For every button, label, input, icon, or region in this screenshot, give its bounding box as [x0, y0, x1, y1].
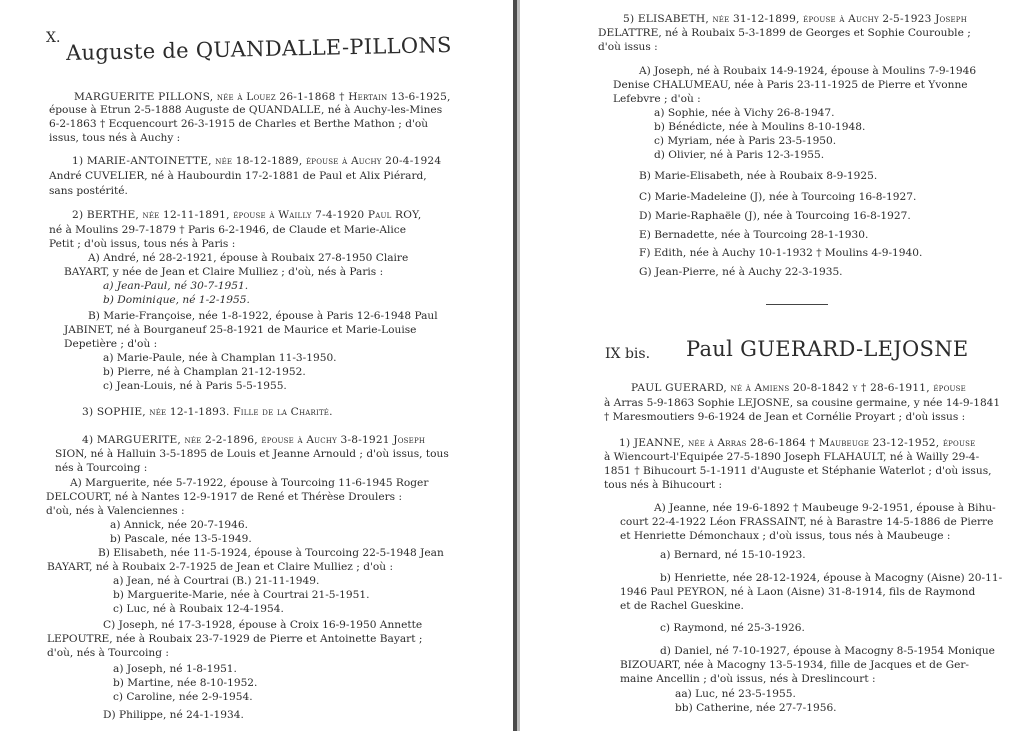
text-line: d'où issus : [598, 41, 658, 53]
text-line: B) Marie-Françoise, née 1-8-1922, épouse à Paris 12-6-1948 Paul [88, 310, 438, 322]
text-line: bb) Catherine, née 27-7-1956. [675, 702, 837, 714]
text-line: et de Rachel Gueskine. [620, 600, 744, 612]
text-line: SION, né à Halluin 3-5-1895 de Louis et Jeanne Arnould ; d'où issus, tous [55, 448, 449, 460]
text-line: d'où, nés à Valenciennes : [46, 505, 185, 517]
text-line: b) Pierre, né à Champlan 21-12-1952. [103, 366, 306, 378]
text-line: G) Jean-Pierre, né à Auchy 22-3-1935. [639, 266, 843, 278]
text-line: b) Pascale, née 13-5-1949. [110, 533, 252, 545]
section-number: X. [46, 30, 61, 46]
text-line: b) Dominique, né 1-2-1955. [103, 294, 250, 306]
text-line: d) Daniel, né 7-10-1927, épouse à Macogny 8-5-1954 Monique [660, 645, 995, 657]
text-line: D) Philippe, né 24-1-1934. [103, 709, 244, 721]
section-number: IX bis. [605, 346, 651, 362]
text-line: 4) MARGUERITE, née 2-2-1896, épouse à Auchy 3-8-1921 Joseph [82, 434, 426, 446]
text-line: 5) ELISABETH, née 31-12-1899, épouse à Auchy 2-5-1923 Joseph [623, 13, 968, 25]
text-line: b) Henriette, née 28-12-1924, épouse à Macogny (Aisne) 20-11- [660, 572, 1003, 584]
text-line: né à Moulins 29-7-1879 † Paris 6-2-1946, de Claude et Marie-Alice [49, 224, 406, 236]
text-line: D) Marie-Raphaële (J), née à Tourcoing 16-8-1927. [639, 210, 911, 222]
right-page [519, 0, 1024, 731]
text-line: 1) JEANNE, née à Arras 28-6-1864 † Maubeuge 23-12-1952, épouse [619, 437, 976, 449]
text-line: DELATTRE, né à Roubaix 5-3-1899 de Georges et Sophie Courouble ; [598, 27, 971, 39]
text-line: sans postérité. [49, 185, 128, 197]
text-line: 2) BERTHE, née 12-11-1891, épouse à Wailly 7-4-1920 Paul ROY, [72, 209, 422, 221]
text-line: Denise CHALUMEAU, née à Paris 23-11-1925 de Pierre et Yvonne [613, 79, 968, 91]
text-line: C) Joseph, né 17-3-1928, épouse à Croix 16-9-1950 Annette [103, 619, 423, 631]
text-line: c) Raymond, né 25-3-1926. [660, 622, 805, 634]
text-line: b) Bénédicte, née à Moulins 8-10-1948. [654, 121, 866, 133]
text-line: d'où, nés à Tourcoing : [47, 647, 169, 659]
text-line: PAUL GUERARD, né à Amiens 20-8-1842 y † 28-6-1911, épouse [631, 382, 966, 394]
text-line: André CUVELIER, né à Haubourdin 17-2-1881 de Paul et Alix Piérard, [49, 170, 427, 182]
text-line: E) Bernadette, née à Tourcoing 28-1-1930. [639, 229, 869, 241]
text-line: c) Myriam, née à Paris 23-5-1950. [654, 135, 837, 147]
text-line: a) Joseph, né 1-8-1951. [113, 663, 237, 675]
text-line: a) Annick, née 20-7-1946. [110, 519, 249, 531]
text-line: B) Elisabeth, née 11-5-1924, épouse à Tourcoing 22-5-1948 Jean [98, 547, 444, 559]
text-line: LEPOUTRE, née à Roubaix 23-7-1929 de Pierre et Antoinette Bayart ; [47, 633, 423, 645]
text-line: † Maresmoutiers 9-6-1924 de Jean et Cornélie Proyart ; d'où issus : [604, 411, 966, 423]
text-line: 3) SOPHIE, née 12-1-1893. Fille de la Charité. [82, 406, 333, 418]
text-line: a) Marie-Paule, née à Champlan 11-3-1950. [103, 352, 337, 364]
text-line: 1) MARIE-ANTOINETTE, née 18-12-1889, épouse à Auchy 20-4-1924 [72, 155, 442, 167]
text-line: 6-2-1863 † Ecquencourt 26-3-1915 de Charles et Berthe Mathon ; d'où [49, 118, 429, 130]
text-line: c) Luc, né à Roubaix 12-4-1954. [113, 603, 284, 615]
text-line: b) Martine, née 8-10-1952. [113, 677, 258, 689]
text-line: A) Marguerite, née 5-7-1922, épouse à Tourcoing 11-6-1945 Roger [70, 477, 429, 489]
page-title: Auguste de QUANDALLE-PILLONS [65, 32, 452, 66]
text-line: A) André, né 28-2-1921, épouse à Roubaix 27-8-1950 Claire [88, 252, 409, 264]
text-line: court 22-4-1922 Léon FRASSAINT, né à Barastre 14-5-1886 de Pierre [620, 516, 994, 528]
text-line: DELCOURT, né à Nantes 12-9-1917 de René et Thérèse Droulers : [46, 491, 403, 503]
section-divider [766, 304, 828, 305]
text-line: c) Caroline, née 2-9-1954. [113, 691, 253, 703]
page-title: Paul GUERARD-LEJOSNE [686, 337, 969, 361]
text-line: A) Jeanne, née 19-6-1892 † Maubeuge 9-2-1951, épouse à Bihu- [654, 502, 996, 514]
text-line: 1946 Paul PEYRON, né à Laon (Aisne) 31-8-1914, fils de Raymond [620, 586, 976, 598]
text-line: issus, tous nés à Auchy : [49, 132, 181, 144]
text-line: a) Jean-Paul, né 30-7-1951. [103, 280, 249, 292]
text-line: à Arras 5-9-1863 Sophie LEJOSNE, sa cousine germaine, y née 14-9-1841 [604, 397, 1001, 409]
text-line: 1851 † Bihucourt 5-1-1911 d'Auguste et Stéphanie Waterlot ; d'où issus, [604, 465, 992, 477]
text-line: A) Joseph, né à Roubaix 14-9-1924, épouse à Moulins 7-9-1946 [639, 65, 977, 77]
text-line: et Henriette Démonchaux ; d'où issus, tous nés à Maubeuge : [620, 530, 951, 542]
text-line: BIZOUART, née à Macogny 13-5-1934, fille de Jacques et de Ger- [620, 659, 969, 671]
text-line: MARGUERITE PILLONS, née à Louez 26-1-1868 † Hertain 13-6-1925, [74, 91, 451, 103]
text-line: BAYART, y née de Jean et Claire Mulliez ; d'où, nés à Paris : [64, 266, 384, 278]
text-line: BAYART, né à Roubaix 2-7-1925 de Jean et Claire Mulliez ; d'où : [47, 561, 394, 573]
text-line: C) Marie-Madeleine (J), née à Tourcoing 16-8-1927. [639, 191, 917, 203]
text-line: maine Ancellin ; d'où issus, nés à Dreslincourt : [620, 673, 876, 685]
text-line: aa) Luc, né 23-5-1955. [675, 688, 796, 700]
text-line: a) Bernard, né 15-10-1923. [660, 549, 806, 561]
text-line: tous nés à Bihucourt : [604, 479, 723, 491]
text-line: d) Olivier, né à Paris 12-3-1955. [654, 149, 825, 161]
text-line: à Wiencourt-l'Equipée 27-5-1890 Joseph FLAHAULT, né à Wailly 29-4- [604, 451, 980, 463]
text-line: Petit ; d'où issus, tous nés à Paris : [49, 238, 236, 250]
text-line: a) Jean, né à Courtrai (B.) 21-11-1949. [113, 575, 320, 587]
text-line: c) Jean-Louis, né à Paris 5-5-1955. [103, 380, 287, 392]
text-line: épouse à Etrun 2-5-1888 Auguste de QUANDALLE, né à Auchy-les-Mines [49, 104, 443, 116]
text-line: JABINET, né à Bourganeuf 25-8-1921 de Maurice et Marie-Louise [64, 324, 417, 336]
text-line: Lefebvre ; d'où : [613, 93, 701, 105]
text-line: Depetière ; d'où : [64, 338, 158, 350]
text-line: a) Sophie, née à Vichy 26-8-1947. [654, 107, 835, 119]
text-line: nés à Tourcoing : [55, 462, 148, 474]
text-line: b) Marguerite-Marie, née à Courtrai 21-5-1951. [113, 589, 370, 601]
text-line: B) Marie-Elisabeth, née à Roubaix 8-9-1925. [639, 170, 878, 182]
text-line: F) Edith, née à Auchy 10-1-1932 † Moulins 4-9-1940. [639, 247, 923, 259]
